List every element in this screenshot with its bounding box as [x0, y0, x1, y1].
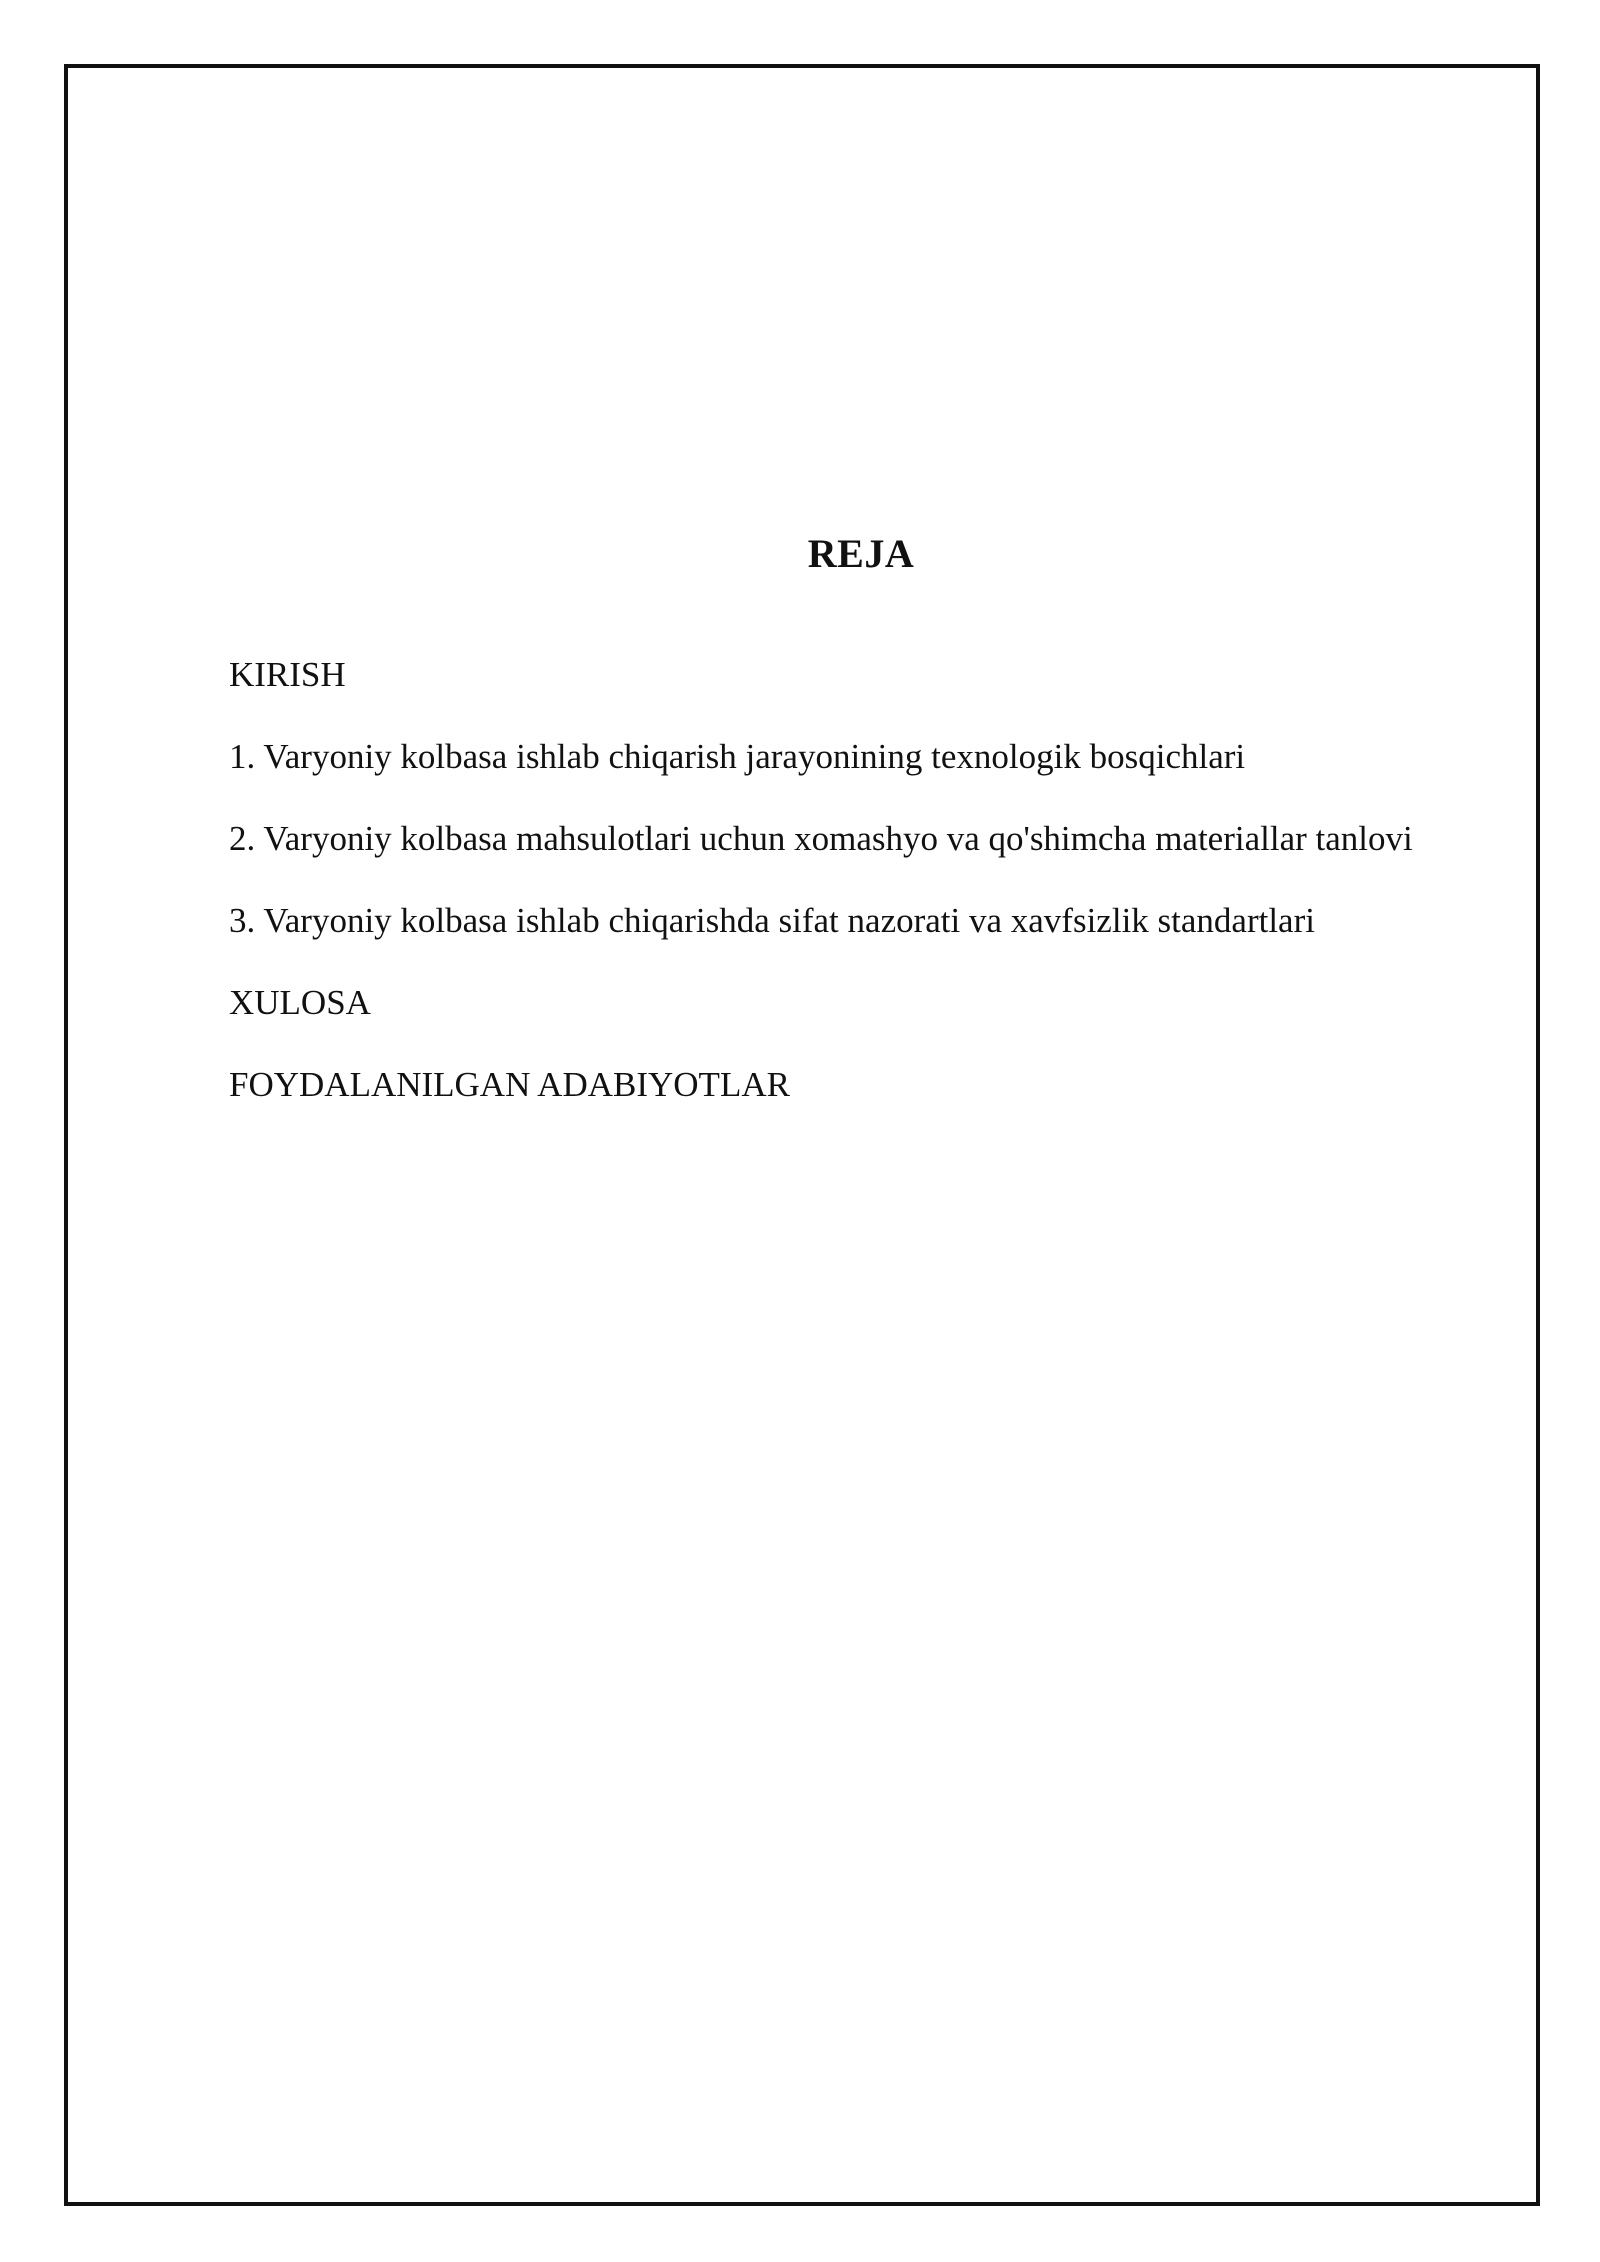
table-of-contents [229, 642, 1429, 1134]
toc-item-conclusion: XULOSA [229, 983, 371, 1022]
toc-item-section-2: 2. Varyoniy kolbasa mahsulotlari uchun xomashyo va qo'shimcha materiallar tanlovi [229, 819, 1413, 858]
toc-item-section-1: 1. Varyoniy kolbasa ishlab chiqarish jarayonining texnologik bosqichlari [229, 737, 1246, 776]
page-title: REJA [807, 531, 915, 576]
toc-item-introduction: KIRISH [229, 655, 346, 694]
toc-item-section-3: 3. Varyoniy kolbasa ishlab chiqarishda sifat nazorati va xavfsizlik standartlari [229, 901, 1315, 940]
toc-item-references: FOYDALANILGAN ADABIYOTLAR [229, 1065, 790, 1104]
page-border-frame [64, 64, 1540, 2206]
